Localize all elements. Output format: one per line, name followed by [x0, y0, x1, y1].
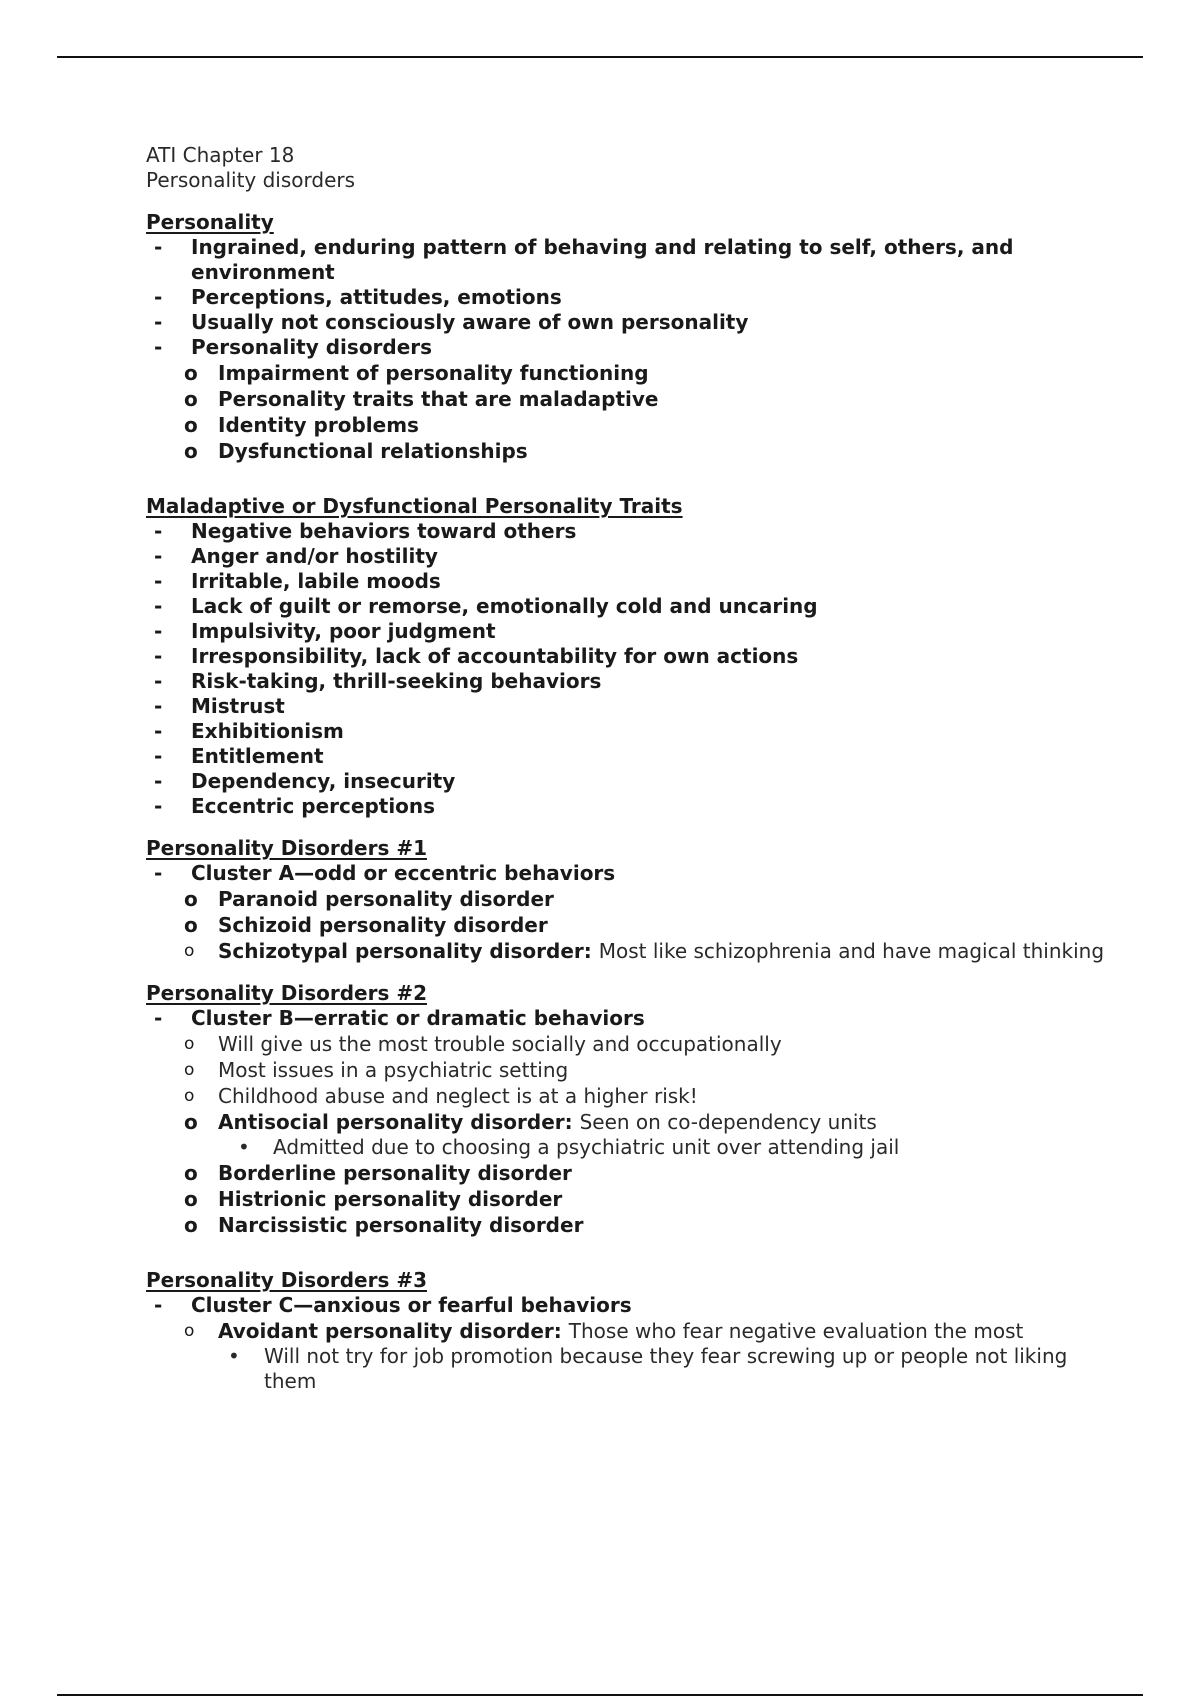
circle-marker: o — [184, 1321, 195, 1341]
bottom-rule — [57, 1694, 1143, 1696]
top-rule — [57, 56, 1143, 58]
section-heading: Personality Disorders #3 — [146, 1268, 427, 1292]
list-item — [146, 669, 1106, 694]
sub-list — [184, 1032, 1106, 1238]
dash-marker: - — [154, 594, 163, 618]
list-item — [146, 594, 1106, 619]
section-heading: Maladaptive or Dysfunctional Personality Traits — [146, 494, 683, 518]
list-item — [146, 694, 1106, 719]
sub-item-note: Those who fear negative evaluation the most — [568, 1319, 1024, 1343]
sub-item-label: Avoidant personality disorder: — [218, 1319, 562, 1343]
dash-marker: - — [154, 285, 163, 309]
bullet-list — [146, 235, 1106, 464]
sub-list-item — [146, 887, 1106, 912]
sub-item-label: Schizotypal personality disorder: — [218, 939, 592, 963]
list-item — [146, 769, 1106, 794]
sub-list — [184, 1319, 1106, 1394]
sub-sub-list-item — [146, 1344, 1106, 1394]
dash-marker: - — [154, 569, 163, 593]
circle-marker: o — [184, 1213, 198, 1237]
list-item — [146, 619, 1106, 644]
sub-list — [184, 887, 1106, 964]
list-item-text: Exhibitionism — [191, 719, 344, 743]
dash-marker: - — [154, 744, 163, 768]
sub-list — [184, 361, 1106, 464]
list-item — [146, 569, 1106, 594]
sub-item-text: Narcissistic personality disorder — [218, 1213, 584, 1237]
bullet-list — [146, 1293, 1106, 1394]
list-item-text: Perceptions, attitudes, emotions — [191, 285, 562, 309]
dash-marker: - — [154, 619, 163, 643]
list-item — [146, 719, 1106, 744]
list-item-text: Usually not consciously aware of own personality — [191, 310, 749, 334]
sub-item-text: Schizoid personality disorder — [218, 913, 548, 937]
section-heading: Personality Disorders #2 — [146, 981, 427, 1005]
bullet-marker: • — [228, 1344, 240, 1368]
sub-list-item — [146, 439, 1106, 464]
sub-sub-item-text: Admitted due to choosing a psychiatric unit over attending jail — [273, 1135, 900, 1159]
circle-marker: o — [184, 1187, 198, 1211]
section-heading: Personality — [146, 210, 274, 234]
sub-item-text: Paranoid personality disorder — [218, 887, 554, 911]
sub-list-item — [146, 1084, 1106, 1109]
dash-marker: - — [154, 644, 163, 668]
sub-list-item — [146, 913, 1106, 938]
dash-marker: - — [154, 1293, 163, 1317]
list-item — [146, 744, 1106, 769]
sub-list-item — [146, 413, 1106, 438]
circle-marker: o — [184, 1161, 198, 1185]
document-body — [146, 143, 1106, 1394]
sub-list-item — [146, 1110, 1106, 1160]
sub-item-note: Will give us the most trouble socially and occupationally — [218, 1032, 782, 1056]
sub-item-label: Antisocial personality disorder: — [218, 1110, 573, 1134]
doc-title: ATI Chapter 18 — [146, 143, 295, 167]
list-item-text: Ingrained, enduring pattern of behaving and relating to self, others, and environment — [191, 235, 1014, 284]
list-item-text: Entitlement — [191, 744, 324, 768]
list-item — [146, 794, 1106, 819]
section-personality-disorders-3 — [146, 1268, 1106, 1394]
sub-sub-list — [218, 1344, 1106, 1394]
list-item-text: Negative behaviors toward others — [191, 519, 577, 543]
sub-list-item — [146, 1032, 1106, 1057]
circle-marker: o — [184, 941, 195, 961]
sub-item-note: Most issues in a psychiatric setting — [218, 1058, 569, 1082]
list-item — [146, 285, 1106, 310]
dash-marker: - — [154, 335, 163, 359]
sub-list-item — [146, 387, 1106, 412]
circle-marker: o — [184, 887, 198, 911]
list-item — [146, 310, 1106, 335]
dash-marker: - — [154, 310, 163, 334]
list-item — [146, 1006, 1106, 1238]
sub-item-note: Most like schizophrenia and have magical thinking — [598, 939, 1105, 963]
circle-marker: o — [184, 413, 198, 437]
sub-list-item — [146, 1319, 1106, 1394]
list-item — [146, 235, 1106, 285]
dash-marker: - — [154, 669, 163, 693]
sub-list-item — [146, 1058, 1106, 1083]
circle-marker: o — [184, 1034, 195, 1054]
bullet-marker: • — [238, 1135, 250, 1159]
list-item — [146, 544, 1106, 569]
list-item-text: Risk-taking, thrill-seeking behaviors — [191, 669, 602, 693]
bullet-list — [146, 519, 1106, 819]
sub-list-item — [146, 939, 1106, 964]
dash-marker: - — [154, 719, 163, 743]
list-item-text: Irritable, labile moods — [191, 569, 441, 593]
circle-marker: o — [184, 1086, 195, 1106]
sub-item-note: Seen on co-dependency units — [579, 1110, 877, 1134]
sub-item-text: Impairment of personality functioning — [218, 361, 649, 385]
cluster-label: Cluster B—erratic or dramatic behaviors — [191, 1006, 645, 1030]
cluster-label: Cluster A—odd or eccentric behaviors — [191, 861, 616, 885]
list-item-text: Impulsivity, poor judgment — [191, 619, 496, 643]
circle-marker: o — [184, 1110, 198, 1134]
list-item — [146, 335, 1106, 464]
sub-sub-item-text: Will not try for job promotion because they fear screwing up or people not liking them — [264, 1344, 1068, 1393]
sub-item-note: Childhood abuse and neglect is at a higher risk! — [218, 1084, 698, 1108]
cluster-label: Cluster C—anxious or fearful behaviors — [191, 1293, 632, 1317]
dash-marker: - — [154, 769, 163, 793]
dash-marker: - — [154, 235, 163, 259]
dash-marker: - — [154, 794, 163, 818]
circle-marker: o — [184, 913, 198, 937]
sub-list-item — [146, 1161, 1106, 1186]
sub-item-text: Personality traits that are maladaptive — [218, 387, 659, 411]
section-heading: Personality Disorders #1 — [146, 836, 427, 860]
circle-marker: o — [184, 387, 198, 411]
sub-item-text: Borderline personality disorder — [218, 1161, 572, 1185]
section-maladaptive-traits — [146, 494, 1106, 819]
list-item-text: Mistrust — [191, 694, 285, 718]
list-item-text: Personality disorders — [191, 335, 433, 359]
bullet-list — [146, 1006, 1106, 1238]
sub-item-text: Dysfunctional relationships — [218, 439, 528, 463]
section-personality-disorders-1 — [146, 836, 1106, 964]
sub-list-item — [146, 361, 1106, 386]
circle-marker: o — [184, 1060, 195, 1080]
list-item-text: Anger and/or hostility — [191, 544, 438, 568]
list-item-text: Irresponsibility, lack of accountability for own actions — [191, 644, 799, 668]
dash-marker: - — [154, 861, 163, 885]
sub-sub-list-item — [146, 1135, 1106, 1160]
dash-marker: - — [154, 694, 163, 718]
list-item-text: Eccentric perceptions — [191, 794, 436, 818]
list-item — [146, 861, 1106, 964]
list-item-text: Dependency, insecurity — [191, 769, 456, 793]
sub-item-text: Identity problems — [218, 413, 419, 437]
list-item-text: Lack of guilt or remorse, emotionally cold and uncaring — [191, 594, 818, 618]
list-item — [146, 519, 1106, 544]
sub-list-item — [146, 1187, 1106, 1212]
dash-marker: - — [154, 519, 163, 543]
section-personality-disorders-2 — [146, 981, 1106, 1238]
circle-marker: o — [184, 361, 198, 385]
section-personality — [146, 210, 1106, 464]
bullet-list — [146, 861, 1106, 964]
dash-marker: - — [154, 544, 163, 568]
doc-subtitle: Personality disorders — [146, 168, 356, 192]
list-item — [146, 644, 1106, 669]
list-item — [146, 1293, 1106, 1394]
sub-item-text: Histrionic personality disorder — [218, 1187, 563, 1211]
sub-list-item — [146, 1213, 1106, 1238]
dash-marker: - — [154, 1006, 163, 1030]
circle-marker: o — [184, 439, 198, 463]
sub-sub-list — [218, 1135, 1106, 1160]
